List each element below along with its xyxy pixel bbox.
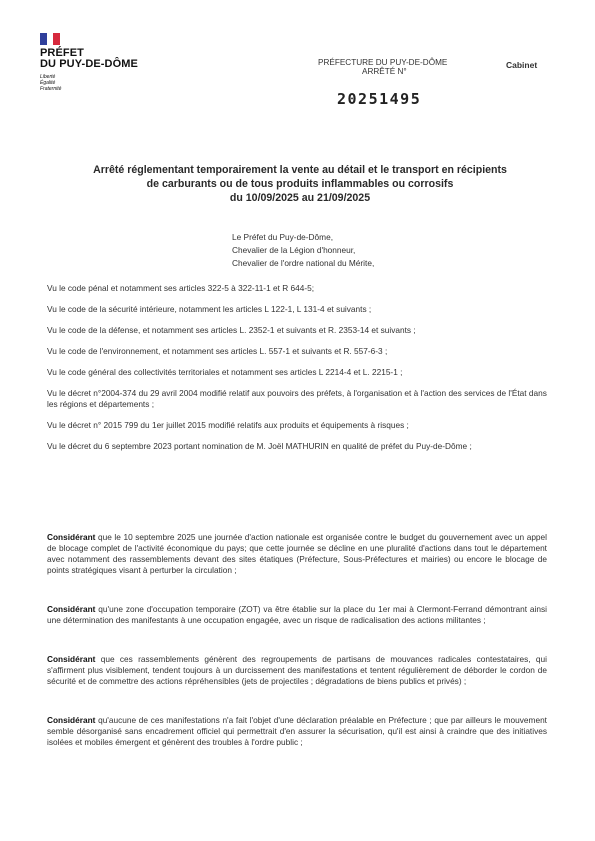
prefecture-name-line-2: DU PUY-DE-DÔME	[40, 58, 138, 70]
motto-fraternite: Fraternité	[40, 86, 62, 92]
republic-motto	[40, 74, 138, 92]
considerant-text: que le 10 septembre 2025 une journée d'action nationale est organisée contre le budget du gouvernement avec un appel de blocage complet de l'activité économique du pays; que cette journée se décline en une pluralité d'actions dans tout le département avec notamment des rassemblements devant des sites étatiques (Préfecture, Sous-Préfectures et mairies) ou encore le blocage de points stratégiques visant à perturber la circulation ;	[47, 532, 547, 575]
vu-clause: Vu le code pénal et notamment ses articles 322-5 à 322-11-1 et R 644-5;	[47, 283, 315, 293]
title-line: Arrêté réglementant temporairement la vente au détail et le transport en récipients	[93, 164, 507, 176]
considerant-label: Considérant	[47, 532, 96, 542]
motto-egalite: Égalité	[40, 80, 56, 86]
considerant-label: Considérant	[47, 654, 96, 664]
considerant-clause	[47, 532, 547, 576]
vu-clause: Vu le code de la défense, et notamment ses articles L. 2352-1 et suivants et R. 2353-14 et suivants ;	[47, 325, 416, 335]
vu-clause: Vu le décret n° 2015 799 du 1er juillet 2015 modifié relatifs aux produits et équipements à risques ;	[47, 420, 409, 430]
title-line: du 10/09/2025 au 21/09/2025	[229, 192, 371, 204]
vu-clause: Vu le code de l'environnement, et notamment ses articles L. 557-1 et suivants et R. 557-6-3 ;	[47, 346, 388, 356]
flag-red-band	[53, 33, 60, 45]
prefect-block	[232, 231, 374, 270]
flag-white-band	[47, 33, 54, 45]
vu-clause: Vu le décret n°2004-374 du 29 avril 2004 modifié relatif aux pouvoirs des préfets, à l'organisation et à l'action des services de l'État dans les régions et départements ;	[47, 388, 547, 409]
considerant-text: qu'aucune de ces manifestations n'a fait l'objet d'une déclaration préalable en Préfecture ; que par ailleurs le mouvement semble désorganisé sans encadrement officiel qui permettrait d'en assurer la sécurisation, qu'il est ainsi à craindre que des initiatives isolées et mobiles émergent et génèrent des troubles à l'ordre public ;	[47, 715, 547, 747]
decree-number: 20251495	[337, 90, 422, 108]
vu-clause: Vu le code de la sécurité intérieure, notamment les articles L 122-1, L 131-4 et suivants ;	[47, 304, 372, 314]
considerant-text: que ces rassemblements génèrent des regroupements de partisans de mouvances radicales contestataires, qui s'affirment plus visiblement, tendent toujours à un durcissement des manifestations et tentent régulièrement de déborder le cordon de sécurité et de commettre des actions répréhensibles (jets de projectiles ; dégradations de biens publics et privés) ;	[47, 654, 547, 686]
title-line: de carburants ou de tous produits inflammables ou corrosifs	[146, 178, 454, 190]
vu-clause: Vu le décret du 6 septembre 2023 portant nomination de M. Joël MATHURIN en qualité de préfet du Puy-de-Dôme ;	[47, 441, 472, 451]
considerant-clause	[47, 604, 547, 626]
french-flag-icon	[40, 33, 60, 45]
vu-clause: Vu le code général des collectivités territoriales et notamment ses articles L 2214-4 et L. 2215-1 ;	[47, 367, 403, 377]
considerant-label: Considérant	[47, 715, 96, 725]
considerant-clause	[47, 715, 547, 748]
considerant-text: qu'une zone d'occupation temporaire (ZOT) va être établie sur la place du 1er mai à Clermont-Ferrand démontrant ainsi une détermination des manifestants à une occupation engagée, avec un risque de radicalisation des actions militantes ;	[47, 604, 547, 625]
prefect-line: Chevalier de la Légion d'honneur,	[232, 245, 356, 255]
prefect-line: Le Préfet du Puy-de-Dôme,	[232, 232, 333, 242]
flag-blue-band	[40, 33, 47, 45]
prefect-line: Chevalier de l'ordre national du Mérite,	[232, 258, 375, 268]
considerant-label: Considérant	[47, 604, 96, 614]
prefecture-name-line-1: PRÉFET	[40, 47, 84, 59]
prefecture-logo	[40, 33, 138, 92]
decree-title	[50, 163, 550, 205]
stamp-prefecture: PRÉFECTURE DU PUY-DE-DÔME	[318, 58, 448, 67]
motto-liberte: Liberté	[40, 74, 56, 80]
considerant-clause	[47, 654, 547, 687]
stamp-arrete-label: ARRÊTÉ N°	[362, 67, 407, 76]
registration-stamp	[318, 58, 447, 76]
department-label: Cabinet	[506, 60, 538, 70]
